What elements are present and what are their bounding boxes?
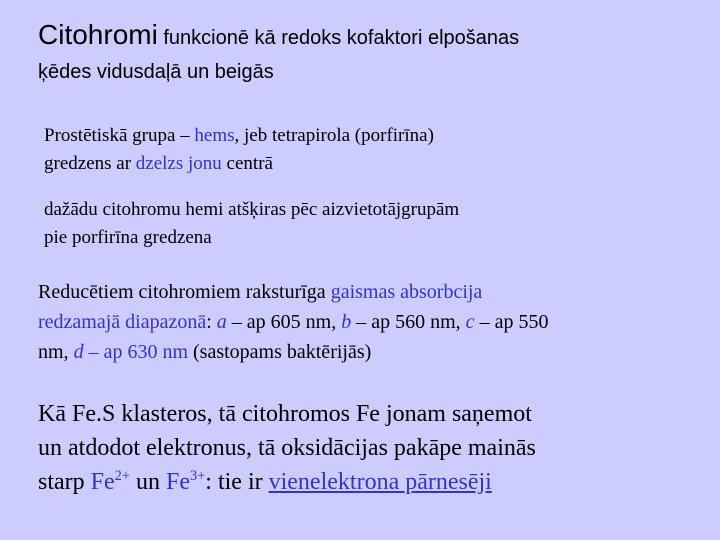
term-hems: hems (194, 125, 235, 146)
fe3-charge: 3+ (189, 468, 206, 484)
fe2-charge: 2+ (114, 468, 130, 484)
cyt-d: d (73, 341, 84, 363)
p4-line2: un atdodot elektronus, tā oksidācijas pakāpe mainās (38, 435, 536, 461)
term-light-absorption: gaismas absorbcija (330, 281, 483, 303)
paragraph-absorption (38, 277, 708, 367)
cyt-c: c (465, 311, 475, 333)
p1-text2: , jeb tetrapirola (porfirīna) (234, 125, 434, 146)
paragraph-fe-s-clusters (38, 397, 708, 499)
paragraph-heme-differences (44, 196, 694, 252)
title-line2: ķēdes vidusdaļā un beigās (38, 61, 274, 83)
fe3-symbol: Fe (165, 469, 190, 495)
p4-un: un (129, 469, 166, 495)
title-lead: Citohromi (38, 19, 158, 50)
p1-text3: gredzens ar (44, 153, 136, 174)
p3-tail: (sastopams baktērijās) (188, 341, 372, 363)
p3-nm: nm, (38, 341, 74, 363)
p4-line1: Kā Fe.S klasteros, tā citohromos Fe jonam saņemot (38, 401, 532, 427)
cyt-a-value: – ap 605 nm, (226, 311, 342, 333)
term-one-electron-carriers: vienelektrona pārnesēji (268, 469, 492, 495)
p1-text4: centrā (221, 153, 273, 174)
term-iron-ion: dzelzs jonu (135, 153, 222, 174)
cyt-b-value: – ap 560 nm, (351, 311, 466, 333)
p3-colon: : (206, 311, 217, 333)
fe2-symbol: Fe (90, 469, 115, 495)
cyt-d-value: – ap 630 nm (83, 341, 188, 363)
p4-starp: starp (38, 469, 91, 495)
p2-line1: dažādu citohromu hemi atšķiras pēc aizvietotājgrupām (44, 199, 460, 220)
p2-line2: pie porfirīna gredzena (44, 227, 212, 248)
title-rest: funkcionē kā redoks kofaktori elpošanas (157, 27, 520, 49)
term-visible-range: redzamajā diapazonā (38, 311, 207, 333)
cyt-c-value: – ap 550 (474, 311, 549, 333)
paragraph-prosthetic-group (44, 122, 694, 178)
cyt-a: a (216, 311, 227, 333)
cyt-b: b (341, 311, 352, 333)
slide-title (38, 18, 708, 89)
p3-text1: Reducētiem citohromiem raksturīga (38, 281, 331, 303)
p1-text1: Prostētiskā grupa – (44, 125, 195, 146)
p4-mid: : tie ir (205, 469, 269, 495)
fe2-ion (91, 469, 130, 495)
fe3-ion (166, 469, 205, 495)
